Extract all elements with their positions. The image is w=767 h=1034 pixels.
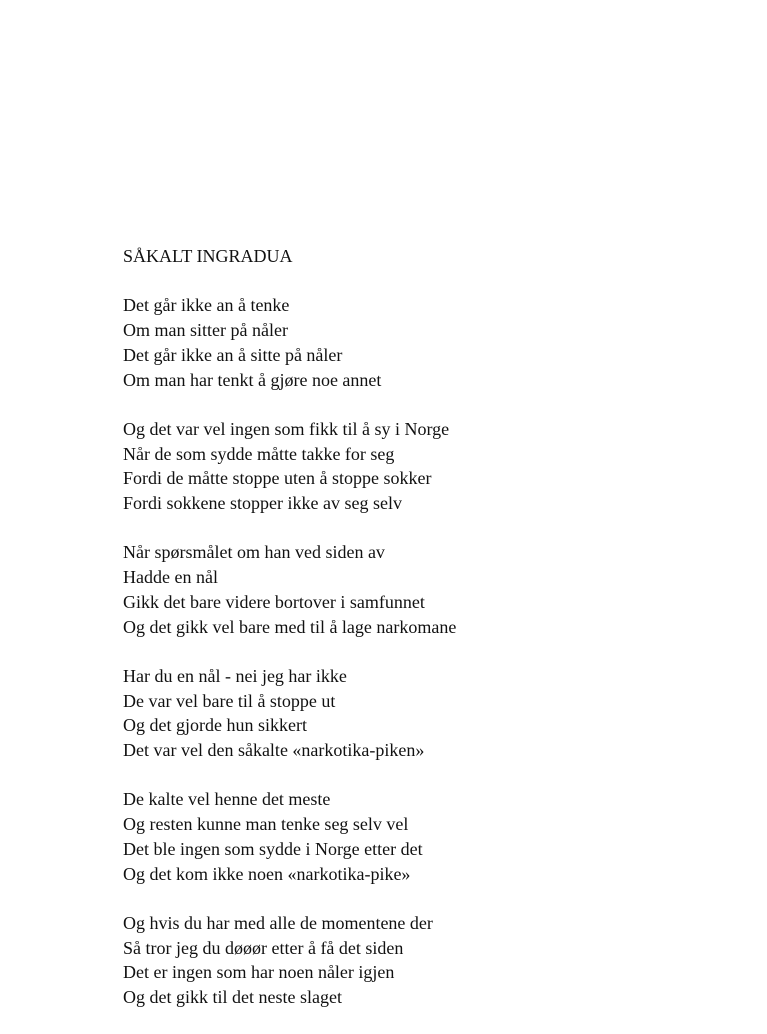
poem-line: Det ble ingen som sydde i Norge etter det <box>123 838 423 859</box>
poem-line: Og det gikk vel bare med til å lage narkomane <box>123 616 457 637</box>
stanza-6 <box>123 911 743 1010</box>
stanza-4 <box>123 664 743 763</box>
poem-line: Har du en nål - nei jeg har ikke <box>123 665 347 686</box>
poem-line: Og det kom ikke noen «narkotika-pike» <box>123 863 411 884</box>
stanza-5 <box>123 787 743 886</box>
poem-title: SÅKALT INGRADUA <box>123 246 293 266</box>
poem-line: Når de som sydde måtte takke for seg <box>123 443 395 464</box>
poem-line: Fordi sokkene stopper ikke av seg selv <box>123 493 402 513</box>
poem-line: Og det gikk til det neste slaget <box>123 987 342 1007</box>
poem-line: Om man har tenkt å gjøre noe annet <box>123 369 382 390</box>
stanza-3 <box>123 540 743 639</box>
poem-line: Så tror jeg du døøør etter å få det siden <box>123 937 404 958</box>
poem-line: Det er ingen som har noen nåler igjen <box>123 962 395 983</box>
poem-line: De var vel bare til å stoppe ut <box>123 690 336 711</box>
poem-line: Fordi de måtte stoppe uten å stoppe sokker <box>123 468 432 489</box>
poem-line: Når spørsmålet om han ved siden av <box>123 542 385 563</box>
poem-line: Det var vel den såkalte «narkotika-piken» <box>123 740 425 760</box>
poem-line: Og det var vel ingen som fikk til å sy i Norge <box>123 418 450 439</box>
poem-page <box>123 244 743 1034</box>
poem-line: Og resten kunne man tenke seg selv vel <box>123 814 409 835</box>
poem-line: Gikk det bare videre bortover i samfunnet <box>123 591 425 612</box>
stanza-2 <box>123 417 743 516</box>
stanza-1 <box>123 293 743 392</box>
poem-line: De kalte vel henne det meste <box>123 789 331 810</box>
poem-line: Det går ikke an å tenke <box>123 295 290 316</box>
poem-line: Det går ikke an å sitte på nåler <box>123 344 343 365</box>
poem-line: Hadde en nål <box>123 567 218 588</box>
poem-line: Og det gjorde hun sikkert <box>123 715 307 736</box>
poem-line: Om man sitter på nåler <box>123 320 288 341</box>
poem-line: Og hvis du har med alle de momentene der <box>123 912 433 933</box>
